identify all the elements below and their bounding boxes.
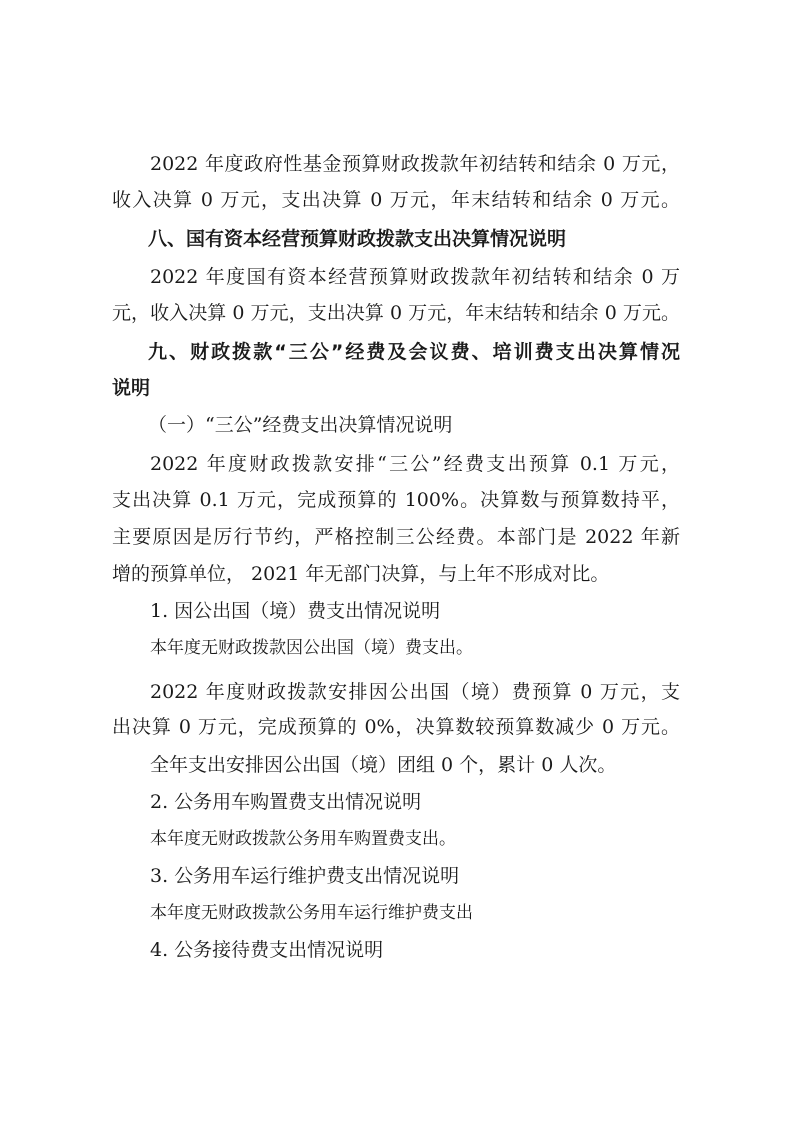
item-2-text: 本年度无财政拨款公务用车购置费支出。: [150, 829, 456, 849]
item-1-budget-line-2: 出决算 0 万元，完成预算的 0%，决算数较预算数减少 0 万元。: [112, 716, 680, 738]
section-heading-9-line-2: 说明: [112, 377, 151, 399]
item-1-title: 1. 因公出国（境）费支出情况说明: [150, 600, 441, 622]
item-1-groups: 全年支出安排因公出国（境）团组 0 个，累计 0 人次。: [150, 754, 617, 776]
item-1-text: 本年度无财政拨款因公出国（境）费支出。: [150, 638, 473, 658]
three-public-line-2: 支出决算 0.1 万元，完成预算的 100%。决算数与预算数持平，: [112, 489, 680, 511]
state-capital-line-2: 元，收入决算 0 万元，支出决算 0 万元，年末结转和结余 0 万元。: [112, 302, 680, 324]
item-2-title: 2. 公务用车购置费支出情况说明: [150, 791, 422, 813]
gov-fund-line-1: 2022 年度政府性基金预算财政拨款年初结转和结余 0 万元，: [150, 153, 680, 175]
three-public-line-4: 增的预算单位， 2021 年无部门决算，与上年不形成对比。: [112, 563, 610, 585]
item-4-title: 4. 公务接待费支出情况说明: [150, 939, 384, 961]
subheading-1: （一）“三公”经费支出决算情况说明: [148, 414, 453, 436]
three-public-line-1: 2022 年度财政拨款安排“三公”经费支出预算 0.1 万元，: [150, 453, 680, 475]
section-heading-8: 八、国有资本经营预算财政拨款支出决算情况说明: [148, 228, 567, 250]
three-public-line-3: 主要原因是厉行节约，严格控制三公经费。本部门是 2022 年新: [112, 526, 680, 548]
section-heading-9-line-1: 九、财政拨款“三公”经费及会议费、培训费支出决算情况: [148, 341, 680, 363]
item-3-text: 本年度无财政拨款公务用车运行维护费支出: [150, 903, 473, 923]
item-1-budget-line-1: 2022 年度财政拨款安排因公出国（境）费预算 0 万元，支: [150, 681, 680, 703]
gov-fund-line-2: 收入决算 0 万元，支出决算 0 万元，年末结转和结余 0 万元。: [112, 189, 680, 211]
item-3-title: 3. 公务用车运行维护费支出情况说明: [150, 865, 460, 887]
state-capital-line-1: 2022 年度国有资本经营预算财政拨款年初结转和结余 0 万: [150, 266, 680, 288]
